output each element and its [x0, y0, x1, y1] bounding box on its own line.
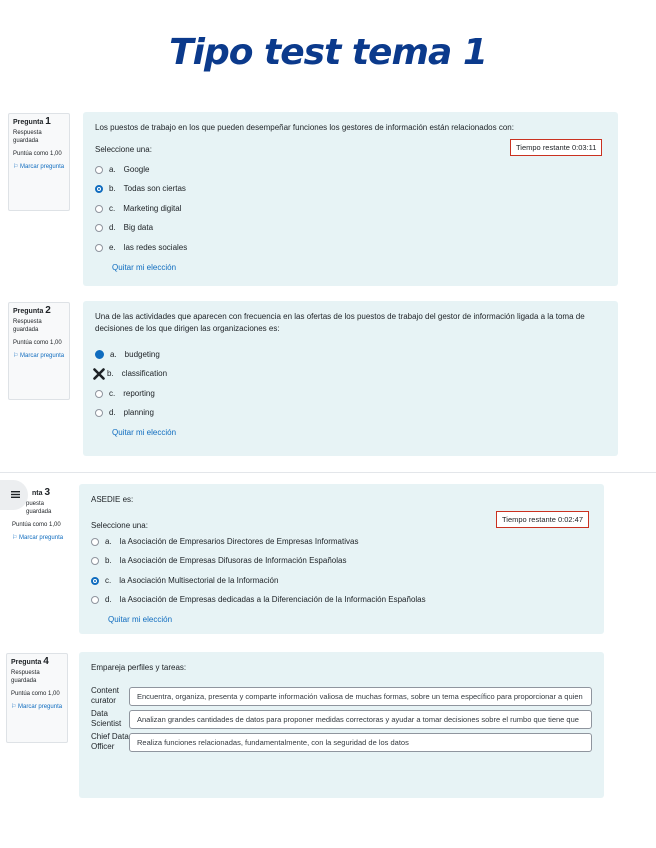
question-box-4	[79, 652, 604, 798]
answer-option-1e[interactable]: e. las redes sociales	[95, 238, 606, 258]
match-profile-label: Content curator	[91, 686, 120, 705]
flag-question-button[interactable]: ⚐ Marcar pregunta	[13, 353, 65, 359]
select-one-prompt: Seleccione una:	[95, 145, 152, 154]
match-profile-label: Data Scientist	[91, 709, 122, 728]
radio-button[interactable]	[91, 538, 99, 546]
answer-option-1d[interactable]: d. Big data	[95, 219, 606, 239]
question-number-3: nta 3	[32, 487, 51, 498]
question-box-3	[79, 484, 604, 634]
select-one-prompt: Seleccione una:	[91, 521, 148, 530]
question-number-2: Pregunta 2	[13, 305, 51, 316]
radio-button-selected[interactable]	[95, 185, 103, 193]
clear-choice-link[interactable]: Quitar mi elección	[108, 615, 173, 624]
answer-option-2c[interactable]: c. reporting	[95, 384, 606, 404]
question-text-3: ASEDIE es:	[91, 495, 134, 504]
match-task-select[interactable]: Encuentra, organiza, presenta y comparte información valiosa de muchas formas, sobre un tema específico para proporcionar a quien	[129, 687, 592, 706]
radio-button[interactable]	[95, 205, 103, 213]
question-status: Respuesta guardada	[11, 670, 40, 684]
answer-option-1c[interactable]: c. Marketing digital	[95, 199, 606, 219]
question-text-4: Empareja perfiles y tareas:	[91, 663, 187, 672]
clear-choice-link[interactable]: Quitar mi elección	[112, 262, 177, 272]
answer-option-3c[interactable]: c. la Asociación Multisectorial de la Información	[91, 571, 592, 591]
list-icon	[11, 491, 20, 498]
question-number-1: Pregunta 1	[13, 116, 51, 127]
question-number-4: Pregunta 4	[11, 656, 49, 667]
flag-question-button[interactable]: ⚐ Marcar pregunta	[13, 164, 65, 170]
radio-button-selected[interactable]	[95, 350, 104, 359]
radio-button[interactable]	[95, 244, 103, 252]
answer-option-3b[interactable]: b. la Asociación de Empresas Difusoras de Información Españolas	[91, 552, 592, 572]
flag-question-button[interactable]: ⚐ Marcar pregunta	[12, 535, 64, 541]
match-task-select[interactable]: Realiza funciones relacionadas, fundamentalmente, con la seguridad de los datos	[129, 733, 592, 752]
radio-button[interactable]	[95, 166, 103, 174]
time-remaining: Tiempo restante 0:03:11	[510, 139, 602, 156]
radio-button[interactable]	[91, 596, 99, 604]
question-score: Puntúa como 1,00	[13, 151, 62, 157]
answer-option-2a[interactable]: a. budgeting	[95, 345, 606, 365]
question-status: Respuesta guardada	[13, 319, 42, 333]
flag-icon: ⚐	[13, 353, 21, 359]
question-text-2: Una de las actividades que aparecen con frecuencia en las ofertas de los puestos de trabajo del gestor de información ligada a la toma de decisiones de los que dirigen las organizaciones es:	[95, 312, 585, 333]
time-remaining: Tiempo restante 0:02:47	[496, 511, 589, 528]
flag-icon: ⚐	[13, 164, 21, 170]
question-score: Puntúa como 1,00	[12, 522, 61, 528]
answer-option-1a[interactable]: a. Google	[95, 160, 606, 180]
cross-mark-icon	[93, 368, 105, 380]
radio-button[interactable]	[95, 390, 103, 398]
flag-icon: ⚐	[12, 535, 20, 541]
answer-option-1b[interactable]: b. Todas son ciertas	[95, 180, 606, 200]
radio-button[interactable]	[95, 409, 103, 417]
question-score: Puntúa como 1,00	[11, 691, 60, 697]
question-info-2	[8, 302, 70, 400]
radio-button[interactable]	[91, 557, 99, 565]
answer-option-2b[interactable]: b. classification	[95, 365, 606, 385]
question-box-2	[83, 301, 618, 456]
flag-icon: ⚐	[11, 704, 19, 710]
match-row	[91, 709, 592, 729]
answer-option-3a[interactable]: a. la Asociación de Empresarios Directores de Empresas Informativas	[91, 532, 592, 552]
flag-question-button[interactable]: ⚐ Marcar pregunta	[11, 704, 63, 710]
page-title: Tipo test tema 1	[169, 32, 487, 73]
radio-button-selected[interactable]	[91, 577, 99, 585]
question-info-4	[6, 653, 68, 743]
answer-option-3d[interactable]: d. la Asociación de Empresas dedicadas a la Diferenciación de la Información Españolas	[91, 591, 592, 611]
question-status: Respuesta guardada	[13, 130, 42, 144]
question-score: Puntúa como 1,00	[13, 340, 62, 346]
clear-choice-link[interactable]: Quitar mi elección	[112, 428, 177, 437]
match-row	[91, 732, 592, 752]
question-text-1: Los puestos de trabajo en los que pueden desempeñar funciones los gestores de información están relacionados con:	[95, 123, 514, 132]
answer-option-2d[interactable]: d. planning	[95, 404, 606, 424]
section-divider	[0, 472, 656, 473]
match-profile-label: Chief Data Officer	[91, 732, 129, 751]
question-status: puesta guardada	[26, 501, 52, 515]
match-task-select[interactable]: Analizan grandes cantidades de datos para proponer medidas correctoras y ayudar a tomar decisiones sobre el rumbo que tiene que	[129, 710, 592, 729]
match-row	[91, 686, 592, 706]
radio-button[interactable]	[95, 224, 103, 232]
question-info-1	[8, 113, 70, 211]
